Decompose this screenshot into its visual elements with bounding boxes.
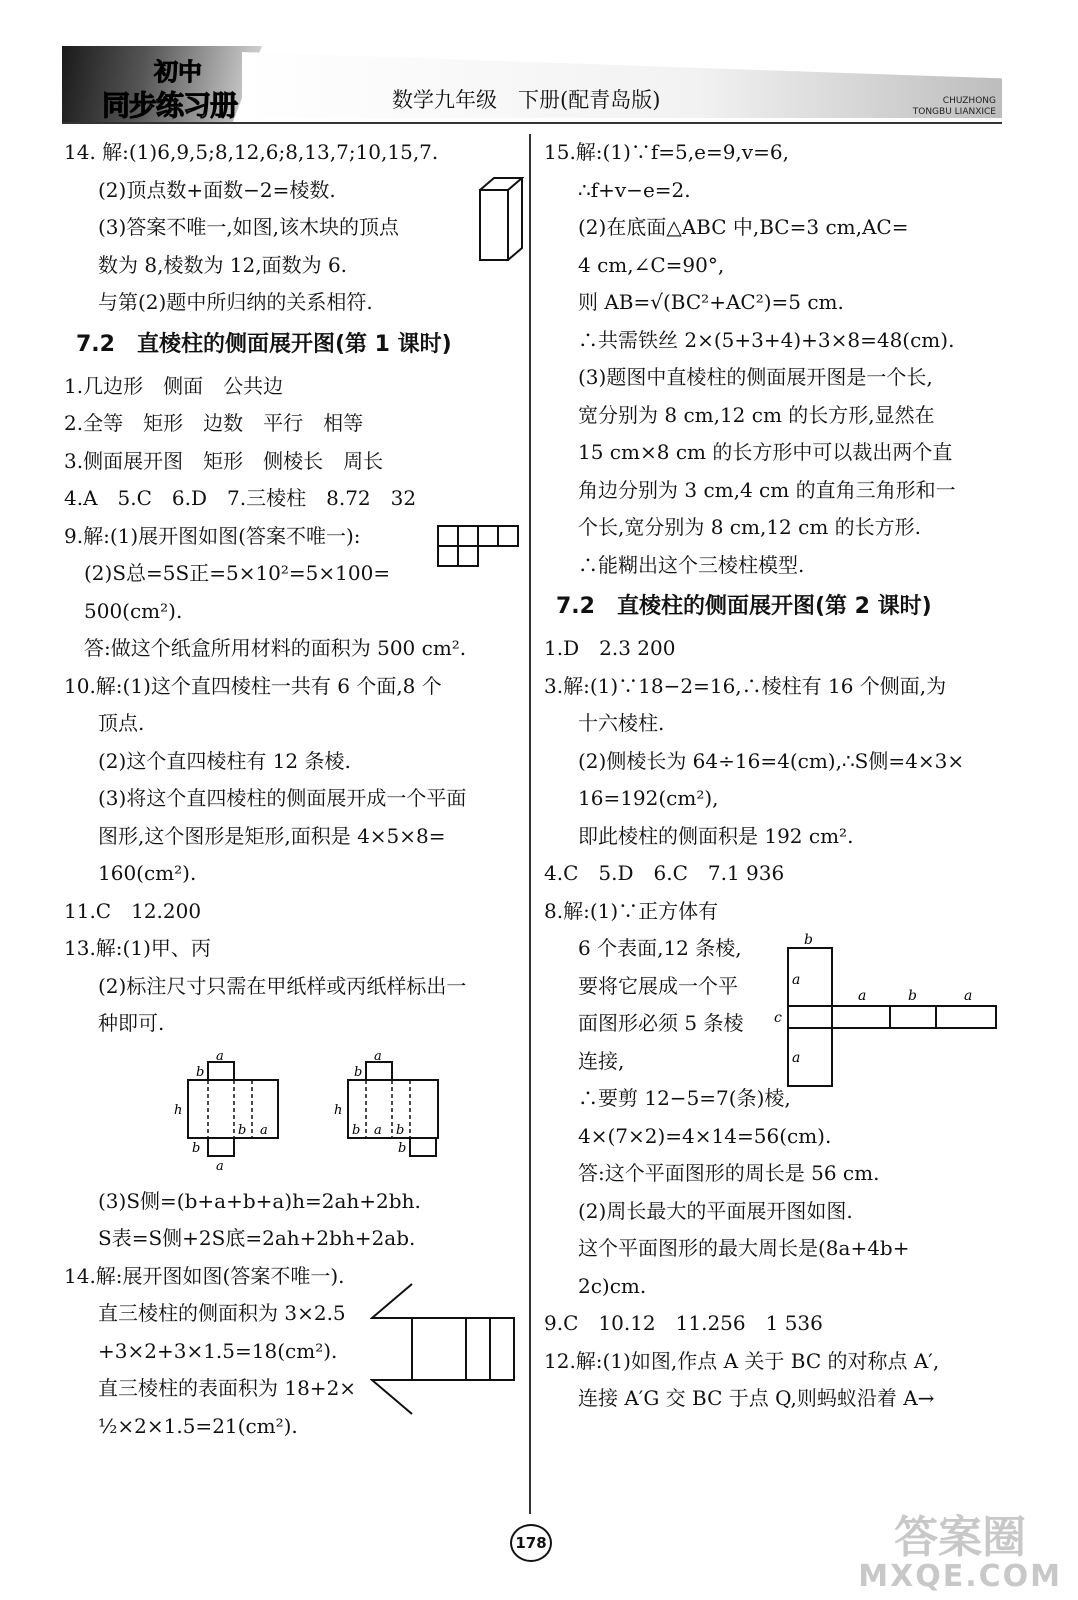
answer-line: 连接, [578, 1048, 625, 1073]
answer-line: 4.C 5.D 6.C 7.1 936 [544, 861, 785, 885]
answer-line: S表=S侧+2S底=2ah+2bh+2ab. [98, 1226, 416, 1250]
answer-line: 10.解:(1)这个直四棱柱一共有 6 个面,8 个 [64, 673, 442, 698]
label-a: a [792, 972, 801, 988]
watermark-title: 答案圈 [894, 1512, 1027, 1563]
pinyin-line-1: CHUZHONG [942, 96, 996, 106]
label-a: a [792, 1050, 801, 1066]
answer-line: 15.解:(1)∵f=5,e=9,v=6, [544, 140, 789, 164]
answer-line: 答:这个平面图形的周长是 56 cm. [578, 1161, 880, 1185]
label-a: a [964, 988, 973, 1004]
left-column [64, 134, 524, 1445]
label-b: b [192, 1141, 201, 1156]
answer-line: (2)周长最大的平面展开图如图. [578, 1198, 853, 1223]
answer-line: 角边分别为 3 cm,4 cm 的直角三角形和一 [578, 477, 956, 502]
answer-line: 14. 解:(1)6,9,5;8,12,6;8,13,7;10,15,7. [64, 140, 439, 164]
cuboid-figure [478, 176, 524, 262]
net-figure-bing [330, 1046, 446, 1174]
answer-line: 1.几边形 侧面 公共边 [64, 373, 284, 398]
header-rule [62, 122, 1002, 124]
answer-line: 十六棱柱. [578, 711, 665, 735]
label-b: b [398, 1141, 407, 1156]
answer-line: ∴共需铁丝 2×(5+3+4)+3×8=48(cm). [578, 327, 955, 352]
header-title: 数学九年级 下册(配青岛版) [392, 88, 661, 112]
answer-line: 3.侧面展开图 矩形 侧棱长 周长 [64, 448, 384, 473]
column-divider [529, 134, 531, 1514]
answer-line: 答:做这个纸盒所用材料的面积为 500 cm². [84, 636, 467, 660]
answer-line: (2)这个直四棱柱有 12 条棱. [98, 748, 351, 773]
answer-line: 13.解:(1)甲、丙 [64, 936, 211, 960]
answer-line: 顶点. [98, 711, 145, 735]
prism-net-figure [370, 1282, 518, 1416]
answer-line: 2.全等 矩形 边数 平行 相等 [64, 411, 364, 435]
answer-line: ∴要剪 12−5=7(条)棱, [578, 1086, 791, 1110]
label-a: a [374, 1049, 382, 1064]
answer-line: 要将它展成一个平 [578, 973, 738, 998]
answer-line: 数为 8,棱数为 12,面数为 6. [98, 252, 348, 277]
label-a: a [374, 1123, 382, 1138]
answer-line: 3.解:(1)∵18−2=16,∴棱柱有 16 个侧面,为 [544, 673, 947, 698]
label-b: b [238, 1123, 247, 1138]
label-h: h [334, 1103, 343, 1118]
header-pinyin [913, 96, 996, 118]
answer-line: (3)答案不唯一,如图,该木块的顶点 [98, 215, 400, 239]
answer-line: 直三棱柱的表面积为 18+2× [98, 1376, 357, 1400]
answer-line: 1.D 2.3 200 [544, 636, 676, 660]
answer-line: 图形,这个图形是矩形,面积是 4×5×8= [98, 823, 446, 848]
answer-line: (3)题图中直棱柱的侧面展开图是一个长, [578, 365, 933, 389]
answer-line: 11.C 12.200 [64, 898, 202, 923]
label-a: a [260, 1123, 268, 1138]
label-c: c [774, 1010, 782, 1026]
answer-line: 则 AB=√(BC²+AC²)=5 cm. [578, 290, 844, 314]
net-figure-jia [170, 1046, 286, 1174]
label-b: b [396, 1123, 405, 1138]
answer-line: 即此棱柱的侧面积是 192 cm². [578, 823, 854, 848]
label-b: b [804, 932, 813, 948]
answer-line: 9.解:(1)展开图如图(答案不唯一): [64, 523, 361, 548]
answer-line: 6 个表面,12 条棱, [578, 936, 742, 960]
page-footer [510, 1522, 570, 1562]
answer-line: ½×2×1.5=21(cm²). [98, 1413, 298, 1438]
logo-main-text: 同步练习册 [102, 89, 238, 122]
watermark-url: MXQE.COM [858, 1559, 1062, 1594]
label-a: a [858, 988, 867, 1004]
figure-spacer [64, 1043, 524, 1183]
right-column [544, 134, 1014, 1418]
answer-line: 15 cm×8 cm 的长方形中可以裁出两个直 [578, 440, 953, 464]
answer-line: 4×(7×2)=4×14=56(cm). [578, 1123, 832, 1148]
answer-line: (3)将这个直四棱柱的侧面展开成一个平面 [98, 786, 467, 810]
answer-line: 与第(2)题中所归纳的关系相符. [98, 290, 373, 314]
answer-line: 个长,宽分别为 8 cm,12 cm 的长方形. [578, 515, 922, 539]
label-b: b [354, 1065, 363, 1080]
answer-line: 连接 A′G 交 BC 于点 Q,则蚂蚁沿着 A→ [578, 1386, 935, 1410]
answer-line: 宽分别为 8 cm,12 cm 的长方形,显然在 [578, 402, 935, 427]
logo-top-text: 初中 [154, 58, 202, 86]
page-number: 178 [510, 1524, 552, 1562]
answer-line: 这个平面图形的最大周长是(8a+4b+ [578, 1236, 910, 1260]
answer-line: 8.解:(1)∵正方体有 [544, 898, 719, 923]
cube-net-figure [436, 524, 520, 568]
answer-line: (2)标注尺寸只需在甲纸样或丙纸样标出一 [98, 973, 467, 998]
answer-line: 500(cm²). [84, 598, 183, 623]
section-heading-1: 7.2 直棱柱的侧面展开图(第 1 课时) [76, 331, 452, 357]
answer-line: +3×2+3×1.5=18(cm²). [98, 1338, 338, 1363]
label-b: b [196, 1065, 205, 1080]
label-h: h [174, 1103, 183, 1118]
answer-line: 种即可. [98, 1011, 165, 1035]
watermark [858, 1512, 1062, 1594]
answer-line: (2)S总=5S正=5×10²=5×100= [84, 561, 391, 585]
label-a: a [216, 1049, 224, 1064]
answer-line: 4 cm,∠C=90°, [578, 252, 725, 277]
answer-line: 2c)cm. [578, 1273, 647, 1298]
answer-line: 面图形必须 5 条棱 [578, 1011, 744, 1035]
answer-line: (2)在底面△ABC 中,BC=3 cm,AC= [578, 215, 909, 239]
answer-line: ∴f+v−e=2. [578, 177, 691, 202]
answer-line: 9.C 10.12 11.256 1 536 [544, 1311, 823, 1335]
answer-line: (2)侧棱长为 64÷16=4(cm),∴S侧=4×3× [578, 748, 965, 773]
label-b: b [352, 1123, 361, 1138]
label-b: b [908, 988, 917, 1004]
answer-line: 14.解:展开图如图(答案不唯一). [64, 1263, 345, 1288]
answer-line: 4.A 5.C 6.D 7.三棱柱 8.72 32 [64, 486, 417, 510]
answer-line: 12.解:(1)如图,作点 A 关于 BC 的对称点 A′, [544, 1348, 940, 1373]
answer-line: 16=192(cm²), [578, 786, 719, 810]
answer-line: ∴能糊出这个三棱柱模型. [578, 552, 805, 577]
cube-net-abc-figure [770, 928, 1002, 1090]
answer-line: 160(cm²). [98, 861, 197, 885]
answer-line: 直三棱柱的侧面积为 3×2.5 [98, 1301, 346, 1325]
answer-line: (2)顶点数+面数−2=棱数. [98, 177, 336, 202]
answer-line: (3)S侧=(b+a+b+a)h=2ah+2bh. [98, 1188, 421, 1213]
section-heading-2: 7.2 直棱柱的侧面展开图(第 2 课时) [556, 594, 932, 619]
page-header [62, 46, 1002, 124]
pinyin-line-2: TONGBU LIANXICE [912, 107, 996, 117]
label-a: a [216, 1159, 224, 1174]
